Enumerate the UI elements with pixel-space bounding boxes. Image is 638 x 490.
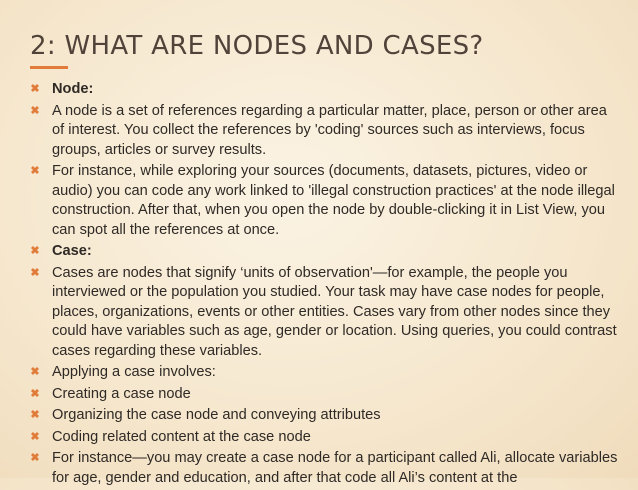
x-mark-icon: ✖ [30,430,40,443]
bullet-text: Case: [52,243,92,259]
bullet-item-example-ali [28,449,618,488]
bullet-text: Coding related content at the case node [52,428,311,445]
bullet-item-step-code [28,428,618,448]
x-mark-icon: ✖ [30,104,40,117]
x-mark-icon: ✖ [30,266,40,279]
bullet-item-step-create [28,385,618,405]
slide-title: 2: WHAT ARE NODES AND CASES? [30,31,484,61]
bullet-text: Organizing the case node and conveying attributes [52,407,381,423]
bullet-text: Creating a case node [52,385,191,402]
bullet-list [28,80,618,490]
bullet-item-applying-case [28,363,618,383]
bullet-text: Node: [52,81,94,97]
x-mark-icon: ✖ [30,452,40,464]
x-mark-icon: ✖ [30,165,40,177]
bullet-text: For instance—you may create a case node for a participant called Ali, allocate variables for age, gender and education, and after that code all Ali’s content at the [52,450,618,486]
bullet-item-case-definition [28,264,618,362]
bullet-text: Applying a case involves: [52,364,216,380]
x-mark-icon: ✖ [30,245,40,257]
bullet-item-node-definition [28,102,618,161]
x-mark-icon: ✖ [30,366,40,378]
bullet-text: Cases are nodes that signify ‘units of observation'—for example, the people you interviewed or the population you studied. Your task may have case nodes for people, places, organizations, events or other entities. Cases vary from other nodes since they could have variables such as age, gender or location. Using queries, you could contrast cases regarding these variables. [52,264,617,359]
bullet-text: For instance, while exploring your sources (documents, datasets, pictures, video or audio) you can code any work linked to 'illegal construction practices' at the node illegal construction. After that, when you open the node by double-clicking it in List View, you can spot all the references at once. [52,163,615,238]
x-mark-icon: ✖ [30,409,40,421]
x-mark-icon: ✖ [30,387,40,400]
x-mark-icon: ✖ [30,83,40,95]
bullet-item-case-heading [28,242,618,262]
bullet-item-step-organize [28,406,618,426]
title-accent-rule [30,66,68,69]
bullet-item-node-example [28,162,618,240]
bullet-item-node-heading [28,80,618,100]
bullet-text: A node is a set of references regarding a particular matter, place, person or other area of interest. You collect the references by 'coding' sources such as interviews, focus groups, articles or survey results. [52,102,607,158]
